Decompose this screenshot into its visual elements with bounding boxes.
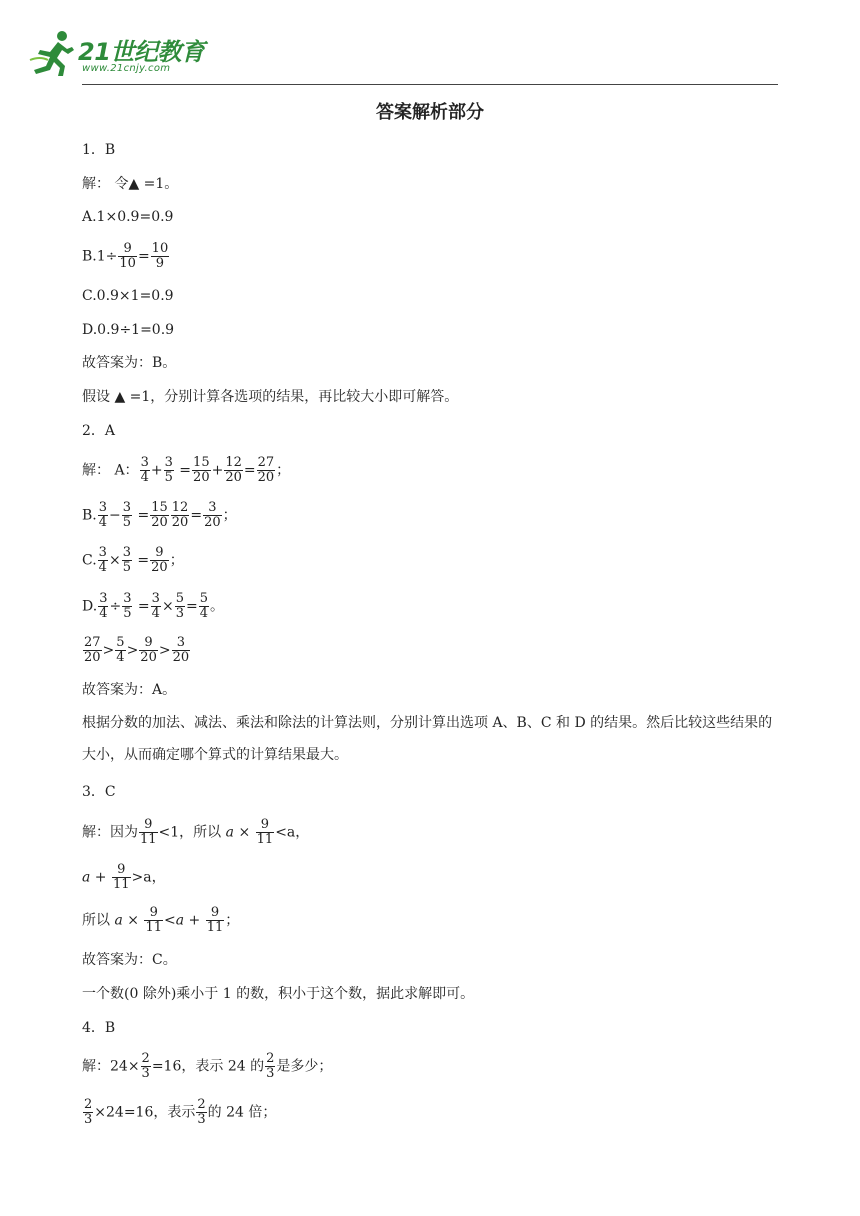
denominator: 5 (122, 515, 132, 530)
fraction (141, 1052, 151, 1081)
operator: = (185, 598, 198, 615)
numerator: 9 (144, 906, 163, 921)
fraction (144, 906, 163, 935)
text: ； (169, 552, 184, 569)
numerator: 5 (199, 591, 208, 606)
denominator: 20 (140, 650, 157, 665)
denominator: 11 (113, 877, 130, 892)
q4-line1 (82, 1052, 332, 1081)
fraction (206, 906, 225, 935)
q2-line-b (82, 501, 237, 530)
q3-note: 一个数(0 除外)乘小于 1 的数，积小于这个数，据此求解即可。 (82, 986, 475, 1002)
denominator: 11 (140, 832, 157, 847)
numerator: 9 (139, 818, 158, 833)
fraction (151, 242, 170, 271)
runner-icon (28, 30, 78, 76)
q1-line4: C.0.9×1=0.9 (82, 288, 174, 304)
logo (28, 30, 228, 78)
numerator: 9 (206, 906, 225, 921)
fraction (164, 456, 174, 485)
fraction (118, 242, 137, 271)
operator: > (158, 642, 171, 659)
logo-url: www.21cnjy.com (82, 63, 171, 74)
denominator: 11 (145, 920, 162, 935)
denominator: 11 (256, 832, 274, 847)
numerator: 2 (266, 1051, 275, 1066)
operator: + (150, 462, 163, 479)
text: B. (82, 507, 97, 524)
fraction (115, 636, 125, 665)
q1-answer: 1．B (82, 142, 116, 158)
q1-line7: 假设 ▲ =1，分别计算各选项的结果，再比较大小即可解答。 (82, 389, 459, 405)
fraction (175, 592, 185, 621)
fraction (199, 592, 209, 621)
variable: a (225, 824, 234, 841)
numerator: 3 (123, 591, 132, 606)
fraction (98, 546, 108, 575)
text: B.1÷ (82, 248, 118, 265)
text: C. (82, 552, 97, 569)
q1-line1: 解： 令▲ =1。 (82, 176, 179, 192)
text: ； (222, 507, 237, 524)
denominator: 4 (99, 606, 108, 621)
denominator: 3 (266, 1066, 275, 1081)
operator: − (109, 507, 121, 524)
operator: × (234, 824, 255, 841)
text: ； (225, 912, 240, 929)
fraction (112, 863, 131, 892)
operator: ÷ (109, 598, 122, 615)
operator: = (174, 462, 192, 479)
logo-brand: 21世纪教育 (78, 38, 205, 66)
text: <a， (275, 824, 310, 841)
denominator: 4 (116, 650, 125, 665)
q1-line2: A.1×0.9=0.9 (82, 209, 174, 225)
denominator: 20 (151, 515, 168, 530)
fraction (172, 636, 191, 665)
denominator: 3 (84, 1112, 93, 1127)
q3-answer-line: 故答案为：C。 (82, 952, 177, 968)
denominator: 4 (140, 470, 149, 485)
text: 解： A： (82, 462, 139, 479)
numerator: 3 (99, 591, 108, 606)
variable: a (82, 869, 91, 886)
numerator: 5 (116, 635, 125, 650)
variable: a (114, 912, 123, 929)
fraction (83, 636, 102, 665)
q2-line-c (82, 546, 184, 575)
q3-line3 (82, 906, 239, 935)
fraction (140, 456, 150, 485)
q2-line-d (82, 592, 224, 621)
text: D. (82, 598, 98, 615)
fraction (203, 501, 222, 530)
fraction (256, 818, 275, 847)
numerator: 5 (175, 591, 184, 606)
denominator: 10 (119, 256, 136, 271)
operator: < (164, 912, 176, 929)
text: =16，表示 24 的 (151, 1058, 265, 1075)
numerator: 3 (172, 636, 191, 651)
numerator: 27 (257, 455, 275, 470)
fraction (122, 546, 132, 575)
page-title: 答案解析部分 (376, 102, 484, 123)
text: 的 24 倍； (207, 1104, 277, 1121)
numerator: 9 (139, 636, 158, 651)
numerator: 9 (150, 546, 169, 561)
fraction (265, 1052, 275, 1081)
text: ； (276, 462, 291, 479)
numerator: 9 (112, 863, 131, 878)
operator: × (161, 598, 174, 615)
denominator: 11 (206, 920, 224, 935)
operator: = (133, 598, 150, 615)
fraction (122, 501, 132, 530)
fraction (192, 456, 211, 485)
text: ×24=16，表示 (94, 1104, 196, 1121)
numerator: 3 (164, 455, 173, 470)
fraction (98, 501, 108, 530)
text: 。 (209, 598, 224, 615)
numerator: 3 (98, 545, 107, 560)
q3-line2 (82, 863, 166, 892)
operator: × (122, 912, 144, 929)
q1-line6: 故答案为：B。 (82, 355, 177, 371)
fraction (150, 546, 169, 575)
denominator: 5 (164, 470, 173, 485)
denominator: 20 (171, 515, 189, 530)
numerator: 3 (151, 591, 160, 606)
q4-line2 (82, 1098, 276, 1127)
q3-line1 (82, 818, 309, 847)
numerator: 12 (171, 500, 189, 515)
operator: × (108, 552, 121, 569)
text: = (137, 248, 150, 265)
numerator: 2 (197, 1097, 206, 1112)
q1-line5: D.0.9÷1=0.9 (82, 322, 175, 338)
operator: = (132, 552, 150, 569)
q2-answer-line: 故答案为：A。 (82, 682, 177, 698)
fraction (196, 1098, 206, 1127)
numerator: 10 (151, 241, 169, 256)
numerator: 3 (122, 545, 131, 560)
header-rule (82, 84, 778, 85)
numerator: 3 (140, 455, 149, 470)
text: >a， (131, 869, 166, 886)
denominator: 20 (84, 650, 101, 665)
denominator: 20 (172, 650, 190, 665)
denominator: 9 (155, 256, 165, 271)
denominator: 5 (122, 560, 131, 575)
q1-line3 (82, 242, 170, 271)
denominator: 20 (204, 515, 221, 530)
numerator: 2 (84, 1097, 93, 1112)
numerator: 15 (151, 500, 168, 515)
fraction (83, 1098, 93, 1127)
denominator: 20 (193, 470, 210, 485)
operator: + (90, 869, 111, 886)
numerator: 3 (203, 501, 222, 516)
denominator: 4 (98, 515, 108, 530)
operator: + (184, 912, 205, 929)
fraction (98, 592, 108, 621)
denominator: 4 (199, 606, 208, 621)
q2-note: 根据分数的加法、减法、乘法和除法的计算法则，分别计算出选项 A、B、C 和 D 的结果。然后比较这些结果的大小，从而确定哪个算式的计算结果最大。 (82, 715, 773, 763)
fraction (139, 818, 158, 847)
numerator: 12 (225, 455, 242, 470)
operator: = (133, 507, 150, 524)
text: 所以 (82, 912, 115, 929)
denominator: 20 (225, 470, 242, 485)
denominator: 4 (151, 606, 160, 621)
numerator: 9 (118, 242, 137, 257)
denominator: 3 (175, 606, 184, 621)
numerator: 3 (98, 500, 108, 515)
operator: = (243, 462, 256, 479)
text: 解：24× (82, 1058, 140, 1075)
q2-line-a (82, 456, 290, 485)
text: 解：因为 (82, 824, 138, 841)
fraction (150, 501, 169, 530)
text: <1，所以 (158, 824, 226, 841)
denominator: 20 (151, 560, 168, 575)
fraction (122, 592, 132, 621)
q4-answer: 4．B (82, 1020, 116, 1036)
numerator: 3 (122, 500, 132, 515)
operator: > (102, 642, 115, 659)
text: 是多少； (276, 1058, 333, 1075)
numerator: 2 (141, 1051, 150, 1066)
denominator: 3 (197, 1112, 206, 1127)
operator: + (211, 462, 224, 479)
fraction (171, 501, 190, 530)
denominator: 5 (123, 606, 132, 621)
denominator: 20 (257, 470, 275, 485)
q2-compare (82, 636, 191, 665)
q3-answer: 3．C (82, 784, 116, 800)
q2-answer: 2．A (82, 423, 116, 439)
numerator: 15 (193, 455, 210, 470)
fraction (257, 456, 276, 485)
fraction (139, 636, 158, 665)
variable: a (175, 912, 185, 929)
fraction (151, 592, 161, 621)
fraction (224, 456, 243, 485)
operator: = (190, 507, 203, 524)
numerator: 9 (256, 818, 275, 833)
numerator: 27 (84, 635, 101, 650)
operator: > (126, 642, 139, 659)
denominator: 4 (98, 560, 107, 575)
denominator: 3 (141, 1066, 150, 1081)
